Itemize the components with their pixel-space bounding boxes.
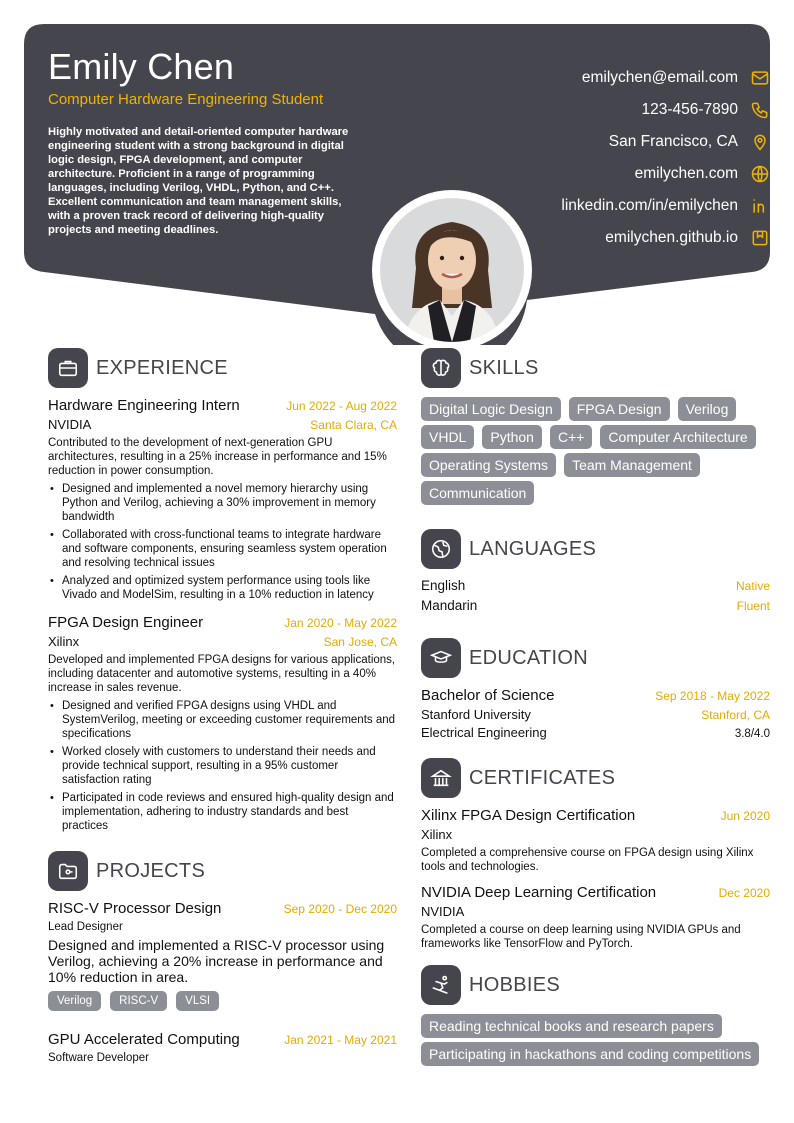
- hobby-chip: Participating in hackathons and coding competitions: [421, 1042, 759, 1066]
- job-bullet: • Designed and implemented a novel memory hierarchy using Python and Verilog, achieving a 30% improvement in memory bandwidth: [48, 482, 397, 524]
- certificate-entry: [421, 807, 770, 874]
- project-role: Lead Designer: [48, 921, 123, 933]
- language-row: [421, 578, 770, 598]
- job-bullet: • Analyzed and optimized system performance using tools like Vivado and ModelSim, resulting in a 10% reduction in latency: [48, 574, 397, 602]
- profile-photo: [372, 190, 532, 350]
- certificate-date: Jun 2020: [720, 809, 770, 823]
- skill-chip: Team Management: [564, 453, 700, 477]
- education-gpa: 3.8/4.0: [734, 728, 770, 740]
- skill-chip: C++: [550, 425, 592, 449]
- contact-portfolio-text[interactable]: emilychen.github.io: [605, 229, 738, 246]
- institution-icon: [421, 758, 461, 798]
- job-title: FPGA Design Engineer: [48, 614, 204, 631]
- contact-website[interactable]: [440, 158, 770, 190]
- hobbies-header: [421, 965, 770, 1005]
- project-entry: [48, 900, 397, 1017]
- project-tag: Verilog: [48, 991, 101, 1011]
- education-school: Stanford University: [421, 707, 531, 722]
- contact-email-text[interactable]: emilychen@email.com: [581, 69, 738, 86]
- profile-summary: Highly motivated and detail-oriented computer hardware engineering student with a strong background in digital logic design, FPGA development, and computer architecture. Proficient in a range of programming languages, including Verilog, VHDL, Python, and C++. Excellent communication and team management skills, with a proven track record of delivering high-quality projects and meeting deadlines.: [48, 126, 349, 236]
- projects-title: PROJECTS: [96, 859, 206, 882]
- left-column: [48, 348, 397, 1078]
- certificate-description: Completed a comprehensive course on FPGA design using Xilinx tools and technologies.: [421, 847, 754, 873]
- certificate-description: Completed a course on deep learning using NVIDIA GPUs and frameworks like TensorFlow and PyTorch.: [421, 924, 741, 950]
- project-date: Sep 2020 - Dec 2020: [283, 902, 397, 916]
- certificate-title: NVIDIA Deep Learning Certification: [421, 884, 657, 901]
- job-date: Jan 2020 - May 2022: [284, 616, 397, 630]
- location-icon: [750, 132, 770, 152]
- experience-entry: [48, 614, 397, 833]
- education-header: [421, 638, 770, 678]
- skills-section: [421, 348, 770, 509]
- portfolio-icon: [750, 228, 770, 248]
- education-major: Electrical Engineering: [421, 725, 547, 740]
- project-description: Designed and implemented a RISC-V processor using Verilog, achieving a 20% increase in performance and 10% reduction in area.: [48, 937, 385, 985]
- skill-chip: Communication: [421, 481, 534, 505]
- experience-header: [48, 348, 397, 388]
- linkedin-icon: [750, 196, 770, 216]
- skill-chip: FPGA Design: [569, 397, 670, 421]
- project-role: Software Developer: [48, 1052, 149, 1064]
- project-tags: [48, 991, 397, 1017]
- job-location: Santa Clara, CA: [310, 418, 397, 432]
- project-title: RISC-V Processor Design: [48, 900, 222, 917]
- skill-chip: Computer Architecture: [600, 425, 755, 449]
- contact-phone[interactable]: [440, 94, 770, 126]
- skill-chip: Operating Systems: [421, 453, 556, 477]
- job-location: San Jose, CA: [323, 635, 397, 649]
- job-bullets: [48, 482, 397, 602]
- language-row: [421, 598, 770, 618]
- job-bullet: • Participated in code reviews and ensured high-quality design and implementation, adhering to industry standards and best practices: [48, 791, 397, 833]
- contact-email[interactable]: [440, 62, 770, 94]
- language-name: English: [421, 578, 466, 593]
- skills-list: [421, 397, 770, 509]
- certificate-title: Xilinx FPGA Design Certification: [421, 807, 636, 824]
- project-title: GPU Accelerated Computing: [48, 1031, 240, 1048]
- education-title: EDUCATION: [469, 646, 588, 669]
- education-date: Sep 2018 - May 2022: [655, 689, 770, 703]
- language-name: Mandarin: [421, 598, 478, 613]
- certificate-issuer: NVIDIA: [421, 904, 465, 919]
- job-bullet: • Collaborated with cross-functional teams to integrate hardware and software components, ensuring seamless system operation and resolving technical issues: [48, 528, 397, 570]
- experience-title: EXPERIENCE: [96, 356, 228, 379]
- contact-location-text: San Francisco, CA: [608, 133, 738, 150]
- job-bullet: • Designed and verified FPGA designs using VHDL and SystemVerilog, meeting or exceeding customer requirements and specifications: [48, 699, 397, 741]
- skill-chip: Python: [482, 425, 542, 449]
- education-section: [421, 638, 770, 740]
- certificates-header: [421, 758, 770, 798]
- certificates-section: [421, 758, 770, 951]
- email-icon: [750, 68, 770, 88]
- candidate-name: Emily Chen: [48, 46, 235, 87]
- project-tag: RISC-V: [110, 991, 167, 1011]
- skills-header: [421, 348, 770, 388]
- skills-title: SKILLS: [469, 356, 539, 379]
- hobbies-section: [421, 965, 770, 1070]
- job-company: NVIDIA: [48, 417, 92, 432]
- graduation-cap-icon: [421, 638, 461, 678]
- projects-header: [48, 851, 397, 891]
- project-date: Jan 2021 - May 2021: [284, 1033, 397, 1047]
- education-location: Stanford, CA: [701, 708, 770, 722]
- hobby-chip: Reading technical books and research papers: [421, 1014, 722, 1038]
- phone-icon: [750, 100, 770, 120]
- project-tag: VLSI: [176, 991, 219, 1011]
- contact-location: [440, 126, 770, 158]
- job-bullets: [48, 699, 397, 833]
- language-globe-icon: [421, 529, 461, 569]
- job-title: Hardware Engineering Intern: [48, 397, 240, 414]
- job-summary: Developed and implemented FPGA designs for various applications, including datacenter and automotive systems, resulting in a 40% increase in sales revenue.: [48, 654, 396, 694]
- briefcase-icon: [48, 348, 88, 388]
- job-date: Jun 2022 - Aug 2022: [286, 399, 397, 413]
- language-level: Fluent: [736, 599, 770, 613]
- job-company: Xilinx: [48, 634, 80, 649]
- project-entry: [48, 1031, 397, 1064]
- hobbies-list: [421, 1014, 770, 1070]
- contact-phone-text[interactable]: 123-456-7890: [641, 101, 738, 118]
- education-degree: Bachelor of Science: [421, 687, 555, 704]
- folder-icon: [48, 851, 88, 891]
- skill-chip: VHDL: [421, 425, 474, 449]
- contact-website-text[interactable]: emilychen.com: [634, 165, 738, 182]
- globe-icon: [750, 164, 770, 184]
- right-column: [421, 348, 770, 1088]
- languages-title: LANGUAGES: [469, 537, 597, 560]
- certificate-issuer: Xilinx: [421, 827, 453, 842]
- hobbies-title: HOBBIES: [469, 973, 561, 996]
- language-level: Native: [735, 579, 770, 593]
- certificate-date: Dec 2020: [718, 886, 770, 900]
- skill-chip: Digital Logic Design: [421, 397, 561, 421]
- contact-linkedin-text[interactable]: linkedin.com/in/emilychen: [561, 197, 738, 214]
- languages-section: [421, 529, 770, 618]
- skiing-icon: [421, 965, 461, 1005]
- experience-entry: [48, 397, 397, 602]
- certificates-title: CERTIFICATES: [469, 766, 616, 789]
- certificate-entry: [421, 884, 770, 951]
- languages-header: [421, 529, 770, 569]
- job-bullet: • Worked closely with customers to understand their needs and provide technical support, resulting in a 95% customer satisfaction rating: [48, 745, 397, 787]
- brain-icon: [421, 348, 461, 388]
- job-summary: Contributed to the development of next-generation GPU architectures, resulting in a 25% increase in performance and 15% reduction in power consumption.: [48, 437, 387, 477]
- skill-chip: Verilog: [678, 397, 737, 421]
- candidate-role: Computer Hardware Engineering Student: [48, 91, 324, 108]
